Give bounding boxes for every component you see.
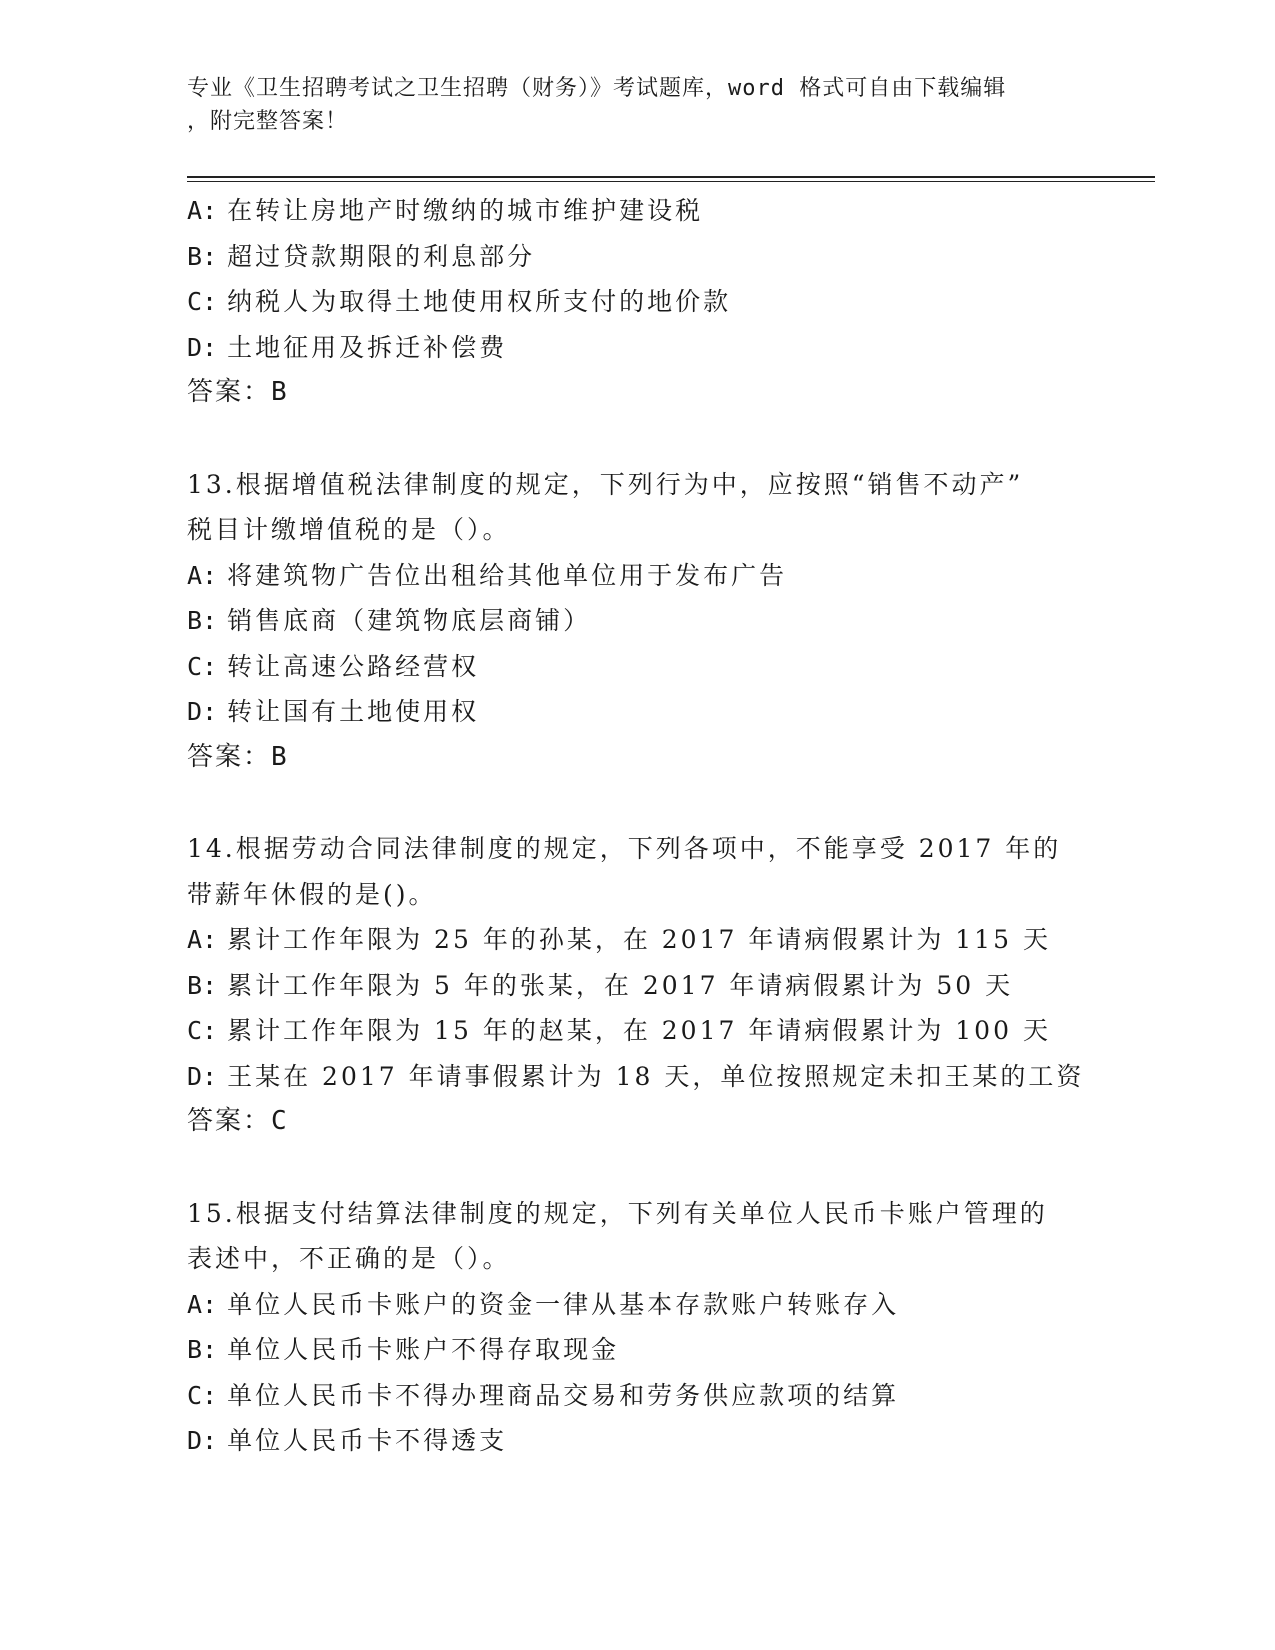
option-letter: B: xyxy=(187,1335,218,1364)
option-letter: C: xyxy=(187,651,218,681)
option-text: 转让高速公路经营权 xyxy=(227,651,480,681)
option-letter: C: xyxy=(187,287,218,316)
option-c xyxy=(187,644,1157,690)
option-d xyxy=(187,1054,1157,1100)
question-stem-line-2: 表述中，不正确的是（）。 xyxy=(187,1244,511,1273)
option-a xyxy=(187,553,1157,599)
option-a xyxy=(187,188,1157,234)
option-b xyxy=(187,1327,1157,1373)
option-a xyxy=(187,917,1157,963)
option-text: 纳税人为取得土地使用权所支付的地价款 xyxy=(227,287,732,316)
option-b xyxy=(187,234,1157,280)
option-d xyxy=(187,325,1157,371)
option-letter: D: xyxy=(187,1426,218,1455)
question-list xyxy=(187,188,1157,1464)
document-header xyxy=(187,72,1087,138)
option-letter: A: xyxy=(187,925,218,954)
option-letter: B: xyxy=(187,970,218,1000)
answer-line xyxy=(187,735,1157,781)
option-d xyxy=(187,1418,1157,1464)
option-text: 单位人民币卡账户不得存取现金 xyxy=(227,1335,620,1364)
option-text: 单位人民币卡不得透支 xyxy=(227,1426,508,1455)
option-text: 累计工作年限为 25 年的孙某，在 2017 年请病假累计为 115 天 xyxy=(227,925,1051,954)
answer-line xyxy=(187,370,1157,416)
option-letter: A: xyxy=(187,1289,218,1319)
option-b xyxy=(187,963,1157,1009)
option-letter: A: xyxy=(187,560,218,590)
answer-value: B xyxy=(271,741,289,772)
question-12 xyxy=(187,188,1157,416)
option-c xyxy=(187,1373,1157,1419)
spacer xyxy=(187,416,1157,462)
option-letter: B: xyxy=(187,241,218,271)
option-letter: C: xyxy=(187,1016,218,1045)
question-13 xyxy=(187,462,1157,781)
spacer xyxy=(187,780,1157,826)
answer-label: 答案： xyxy=(187,1106,272,1136)
option-text: 土地征用及拆迁补偿费 xyxy=(227,332,508,362)
option-text: 转让国有土地使用权 xyxy=(227,697,480,726)
option-text: 单位人民币卡不得办理商品交易和劳务供应款项的结算 xyxy=(227,1380,900,1410)
question-stem-line-2: 税目计缴增值税的是（）。 xyxy=(187,515,511,544)
answer-value: B xyxy=(271,377,289,407)
spacer xyxy=(187,1145,1157,1191)
question-stem-line-1: 15.根据支付结算法律制度的规定，下列有关单位人民币卡账户管理的 xyxy=(187,1198,1048,1228)
option-letter: A: xyxy=(187,196,218,225)
answer-line xyxy=(187,1099,1157,1145)
option-text: 累计工作年限为 5 年的张某，在 2017 年请病假累计为 50 天 xyxy=(227,970,1014,1000)
option-letter: D: xyxy=(187,1061,218,1091)
question-stem-line-2: 带薪年休假的是()。 xyxy=(187,879,437,909)
question-stem-line-1: 13.根据增值税法律制度的规定，下列行为中，应按照“销售不动产” xyxy=(187,469,1024,499)
option-letter: B: xyxy=(187,606,218,635)
answer-label: 答案： xyxy=(187,377,272,407)
option-letter: D: xyxy=(187,697,218,726)
header-divider xyxy=(187,176,1155,182)
option-a xyxy=(187,1282,1157,1328)
option-text: 单位人民币卡账户的资金一律从基本存款账户转账存入 xyxy=(227,1289,900,1319)
option-text: 将建筑物广告位出租给其他单位用于发布广告 xyxy=(227,560,788,590)
option-letter: C: xyxy=(187,1380,218,1410)
option-text: 超过贷款期限的利息部分 xyxy=(227,241,536,271)
question-15 xyxy=(187,1191,1157,1464)
option-letter: D: xyxy=(187,332,218,362)
option-d xyxy=(187,689,1157,735)
option-text: 在转让房地产时缴纳的城市维护建设税 xyxy=(227,196,704,225)
answer-label: 答案： xyxy=(187,741,272,772)
option-c xyxy=(187,279,1157,325)
option-text: 王某在 2017 年请事假累计为 18 天，单位按照规定未扣王某的工资 xyxy=(227,1061,1085,1091)
document-page xyxy=(187,0,1157,1650)
question-stem-line-1: 14.根据劳动合同法律制度的规定，下列各项中，不能享受 2017 年的 xyxy=(187,834,1062,863)
option-text: 累计工作年限为 15 年的赵某，在 2017 年请病假累计为 100 天 xyxy=(227,1016,1051,1045)
option-c xyxy=(187,1008,1157,1054)
option-b xyxy=(187,598,1157,644)
answer-value: C xyxy=(271,1106,289,1136)
question-14 xyxy=(187,826,1157,1145)
header-line-2: ，附完整答案！ xyxy=(187,109,349,134)
option-text: 销售底商（建筑物底层商铺） xyxy=(227,606,592,635)
header-line-1: 专业《卫生招聘考试之卫生招聘（财务）》考试题库，word 格式可自由下载编辑 xyxy=(187,76,1007,101)
